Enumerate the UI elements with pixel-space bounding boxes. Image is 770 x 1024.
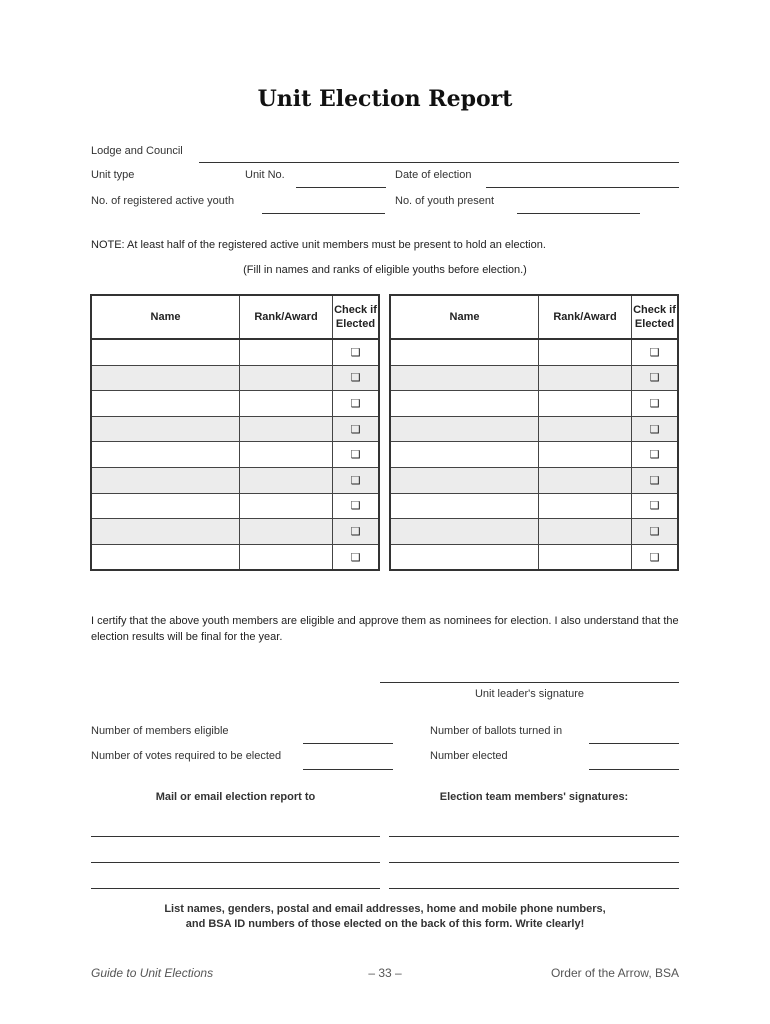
rank-cell[interactable] bbox=[240, 365, 333, 391]
name-cell[interactable] bbox=[390, 416, 539, 442]
name-cell[interactable] bbox=[91, 442, 240, 468]
certify-text: I certify that the above youth members are eligible and approve them as nominees for election. I also understand that the election results will be final for the year. bbox=[91, 615, 679, 643]
name-cell[interactable] bbox=[91, 339, 240, 365]
date-of-election-label: Date of election bbox=[395, 169, 472, 181]
unit-type-label: Unit type bbox=[91, 169, 135, 181]
lodge-council-field[interactable] bbox=[199, 162, 679, 163]
name-cell[interactable] bbox=[91, 493, 240, 519]
elected-checkbox[interactable]: ❑ bbox=[333, 519, 380, 545]
youth-present-label: No. of youth present bbox=[395, 195, 495, 207]
name-cell[interactable] bbox=[390, 493, 539, 519]
elected-checkbox[interactable]: ❑ bbox=[333, 391, 380, 417]
team-signature-line-2[interactable] bbox=[389, 862, 679, 863]
rank-cell[interactable] bbox=[539, 544, 632, 570]
name-header: Name bbox=[91, 295, 240, 339]
table-row bbox=[390, 544, 678, 570]
table-row bbox=[390, 519, 678, 545]
name-cell[interactable] bbox=[390, 544, 539, 570]
name-header: Name bbox=[390, 295, 539, 339]
unit-leader-signature-label: Unit leader's signature bbox=[474, 688, 585, 700]
check-header: Check if Elected bbox=[632, 295, 679, 339]
rank-cell[interactable] bbox=[539, 442, 632, 468]
rank-cell[interactable] bbox=[240, 391, 333, 417]
mail-line-1[interactable] bbox=[91, 836, 380, 837]
name-cell[interactable] bbox=[91, 544, 240, 570]
table-row bbox=[390, 416, 678, 442]
rank-cell[interactable] bbox=[539, 519, 632, 545]
unit-no-field[interactable] bbox=[296, 187, 386, 188]
members-eligible-label: Number of members eligible bbox=[91, 725, 229, 737]
elected-checkbox[interactable]: ❑ bbox=[632, 391, 679, 417]
name-cell[interactable] bbox=[91, 391, 240, 417]
table-row bbox=[91, 391, 379, 417]
name-cell[interactable] bbox=[390, 467, 539, 493]
elected-checkbox[interactable]: ❑ bbox=[632, 519, 679, 545]
rank-cell[interactable] bbox=[240, 339, 333, 365]
team-signature-line-1[interactable] bbox=[389, 836, 679, 837]
note-text: NOTE: At least half of the registered active unit members must be present to hold an election. bbox=[91, 239, 546, 251]
elected-checkbox[interactable]: ❑ bbox=[632, 467, 679, 493]
rank-cell[interactable] bbox=[539, 493, 632, 519]
rank-header: Rank/Award bbox=[539, 295, 632, 339]
mail-line-2[interactable] bbox=[91, 862, 380, 863]
mail-line-3[interactable] bbox=[91, 888, 380, 889]
youth-present-field[interactable] bbox=[517, 213, 640, 214]
rank-cell[interactable] bbox=[539, 416, 632, 442]
team-signature-line-3[interactable] bbox=[389, 888, 679, 889]
nominee-table-left bbox=[90, 294, 380, 571]
name-cell[interactable] bbox=[91, 519, 240, 545]
elected-checkbox[interactable]: ❑ bbox=[632, 442, 679, 468]
table-row bbox=[91, 519, 379, 545]
elected-checkbox[interactable]: ❑ bbox=[333, 493, 380, 519]
elected-checkbox[interactable]: ❑ bbox=[333, 365, 380, 391]
table-row bbox=[390, 365, 678, 391]
name-cell[interactable] bbox=[91, 416, 240, 442]
registered-youth-label: No. of registered active youth bbox=[91, 195, 235, 207]
name-cell[interactable] bbox=[390, 442, 539, 468]
elected-checkbox[interactable]: ❑ bbox=[333, 416, 380, 442]
page-title: Unit Election Report bbox=[257, 86, 513, 112]
table-row bbox=[91, 467, 379, 493]
table-row bbox=[91, 365, 379, 391]
rank-header: Rank/Award bbox=[240, 295, 333, 339]
rank-cell[interactable] bbox=[539, 467, 632, 493]
registered-youth-field[interactable] bbox=[262, 213, 385, 214]
table-row bbox=[390, 442, 678, 468]
elected-checkbox[interactable]: ❑ bbox=[333, 339, 380, 365]
table-row bbox=[390, 467, 678, 493]
votes-required-field[interactable] bbox=[303, 769, 393, 770]
table-row bbox=[91, 416, 379, 442]
elected-checkbox[interactable]: ❑ bbox=[632, 416, 679, 442]
rank-cell[interactable] bbox=[240, 544, 333, 570]
members-eligible-field[interactable] bbox=[303, 743, 393, 744]
name-cell[interactable] bbox=[390, 391, 539, 417]
elected-checkbox[interactable]: ❑ bbox=[333, 467, 380, 493]
elected-checkbox[interactable]: ❑ bbox=[632, 493, 679, 519]
elected-checkbox[interactable]: ❑ bbox=[632, 339, 679, 365]
fill-instruction: (Fill in names and ranks of eligible youths before election.) bbox=[243, 264, 527, 276]
rank-cell[interactable] bbox=[539, 339, 632, 365]
table-row bbox=[91, 339, 379, 365]
rank-cell[interactable] bbox=[240, 519, 333, 545]
number-elected-field[interactable] bbox=[589, 769, 679, 770]
footer-page-number: – 33 – bbox=[368, 966, 402, 980]
instructions-line-1: List names, genders, postal and email addresses, home and mobile phone numbers, bbox=[164, 903, 606, 915]
unit-leader-signature-field[interactable] bbox=[380, 682, 679, 683]
votes-required-label: Number of votes required to be elected bbox=[91, 750, 282, 762]
rank-cell[interactable] bbox=[240, 493, 333, 519]
back-of-form-instructions bbox=[91, 902, 679, 932]
rank-cell[interactable] bbox=[539, 391, 632, 417]
rank-cell[interactable] bbox=[240, 416, 333, 442]
name-cell[interactable] bbox=[390, 365, 539, 391]
rank-cell[interactable] bbox=[539, 365, 632, 391]
name-cell[interactable] bbox=[390, 519, 539, 545]
check-header: Check if Elected bbox=[333, 295, 380, 339]
table-row bbox=[91, 493, 379, 519]
table-row bbox=[91, 442, 379, 468]
table-row bbox=[390, 391, 678, 417]
name-cell[interactable] bbox=[91, 467, 240, 493]
elected-checkbox[interactable]: ❑ bbox=[333, 442, 380, 468]
footer-right: Order of the Arrow, BSA bbox=[550, 966, 679, 980]
elected-checkbox[interactable]: ❑ bbox=[632, 544, 679, 570]
number-elected-label: Number elected bbox=[430, 750, 508, 762]
name-cell[interactable] bbox=[91, 365, 240, 391]
instructions-line-2: and BSA ID numbers of those elected on the back of this form. Write clearly! bbox=[185, 918, 585, 930]
table-row bbox=[390, 339, 678, 365]
ballots-turned-in-field[interactable] bbox=[589, 743, 679, 744]
nominee-table-right bbox=[389, 294, 679, 571]
elected-checkbox[interactable]: ❑ bbox=[333, 544, 380, 570]
elected-checkbox[interactable]: ❑ bbox=[632, 365, 679, 391]
table-row bbox=[91, 544, 379, 570]
table-row bbox=[390, 493, 678, 519]
mail-heading: Mail or email election report to bbox=[155, 791, 316, 803]
rank-cell[interactable] bbox=[240, 442, 333, 468]
footer-left: Guide to Unit Elections bbox=[91, 966, 214, 980]
name-cell[interactable] bbox=[390, 339, 539, 365]
lodge-council-label: Lodge and Council bbox=[91, 145, 183, 157]
team-heading: Election team members' signatures: bbox=[439, 791, 629, 803]
date-of-election-field[interactable] bbox=[486, 187, 679, 188]
unit-no-label: Unit No. bbox=[245, 169, 285, 181]
rank-cell[interactable] bbox=[240, 467, 333, 493]
ballots-turned-in-label: Number of ballots turned in bbox=[430, 725, 563, 737]
